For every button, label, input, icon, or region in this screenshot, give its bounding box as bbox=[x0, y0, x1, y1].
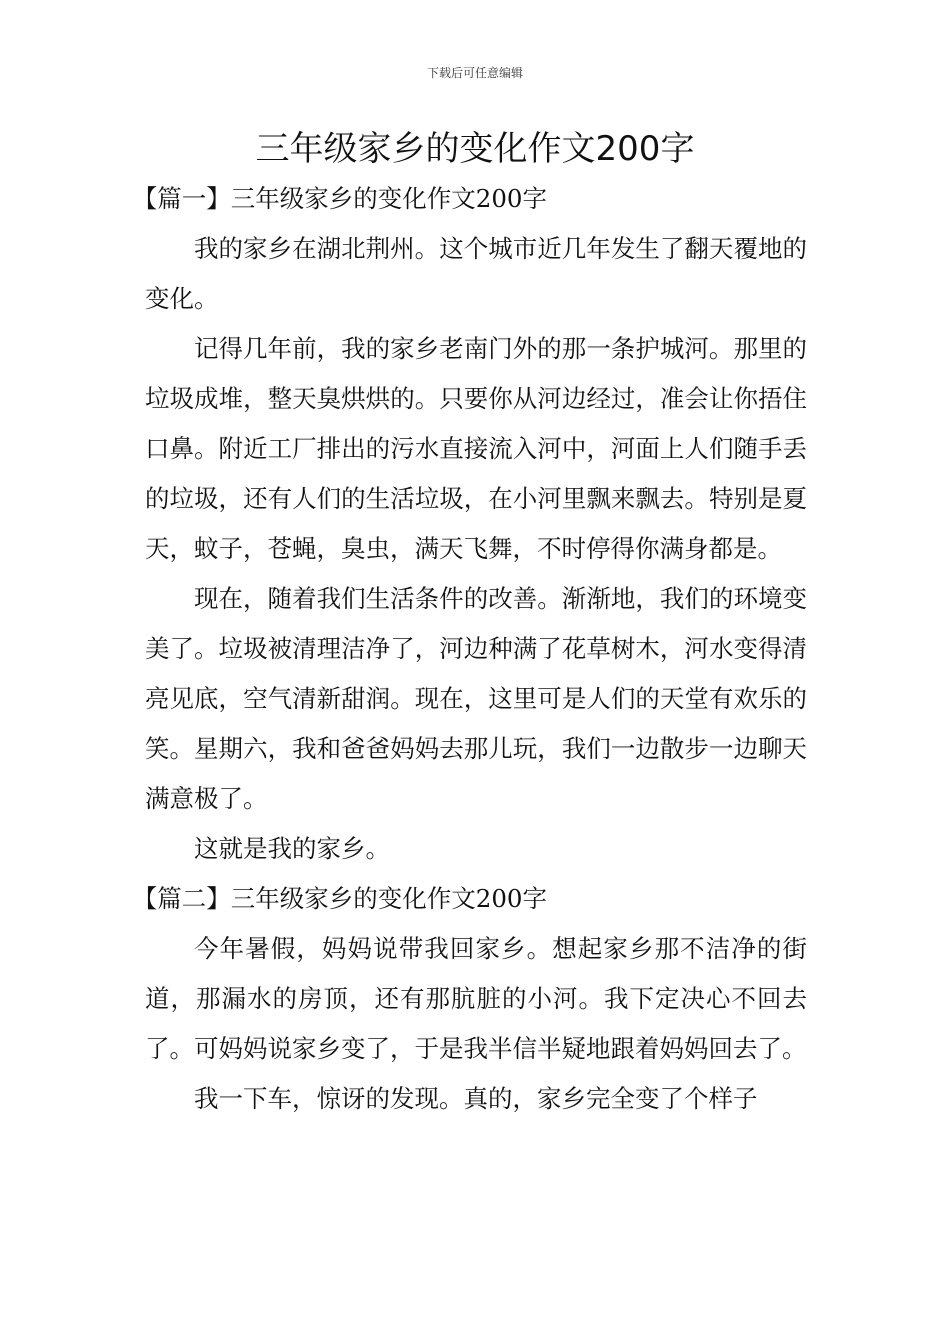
document-title: 三年级家乡的变化作文200字 bbox=[255, 129, 695, 169]
paragraph: 这就是我的家乡。 bbox=[194, 834, 390, 863]
section-heading: 【篇一】三年级家乡的变化作文200字 bbox=[132, 184, 548, 213]
paragraph: 记得几年前，我的家乡老南门外的那一条护城河。那里的垃圾成堆，整天臭烘烘的。只要你从河边经过，准会让你捂住口鼻。附近工厂排出的污水直接流入河中，河面上人们随手丢的垃圾，还有人们的生活垃圾，在小河里飘来飘去。特别是夏天，蚊子，苍蝇，臭虫，满天飞舞，不时停得你满身都是。 bbox=[145, 334, 807, 563]
paragraph: 今年暑假，妈妈说带我回家乡。想起家乡那不洁净的街道，那漏水的房顶，还有那肮脏的小河。我下定决心不回去了。可妈妈说家乡变了，于是我半信半疑地跟着妈妈回去了。 bbox=[145, 934, 807, 1063]
paragraph: 现在，随着我们生活条件的改善。渐渐地，我们的环境变美了。垃圾被清理洁净了，河边种满了花草树木，河水变得清亮见底，空气清新甜润。现在，这里可是人们的天堂有欢乐的笑。星期六，我和爸爸妈妈去那儿玩，我们一边散步一边聊天满意极了。 bbox=[145, 584, 807, 813]
section-heading: 【篇二】三年级家乡的变化作文200字 bbox=[132, 884, 548, 913]
page-header-note: 下载后可任意编辑 bbox=[426, 66, 523, 80]
document-body bbox=[132, 174, 807, 1124]
section-two bbox=[132, 874, 807, 1124]
section-one bbox=[132, 174, 807, 874]
paragraph: 我一下车，惊讶的发现。真的，家乡完全变了个样子 bbox=[194, 1084, 758, 1113]
paragraph: 我的家乡在湖北荆州。这个城市近几年发生了翻天覆地的变化。 bbox=[145, 234, 807, 313]
